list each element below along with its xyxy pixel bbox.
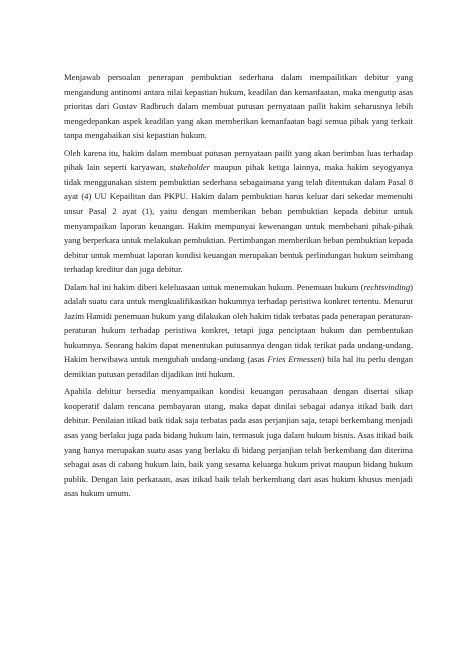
paragraph-3-text-a: Dalam hal ini hakim diberi keleluasaan untuk menemukan hukum. Penemuan hukum ( <box>64 281 364 292</box>
body-text <box>64 70 413 504</box>
paragraph-4-text: Apabila debitur bersedia menyampaikan kondisi keuangan perusahaan dengan disertai sikap kooperatif dalam rencana pembayaran utang, maka dapat dinilai sebagai adanya itikad baik dari debitur. Penilaian itikad baik tidak saja terbatas pada asas perjanjian saja, tetapi berkembang menjadi asas yang berlaku juga pada bidang hukum lain, termasuk juga dalam hukum bisnis. Asas itikad baik yang hanya merupakan suatu asas yang berlaku di bidang perjanjian telah berkembang dan diterima sebagai asas di cabang hukum lain, baik yang sesama keluarga hukum privat maupun bidang hukum publik. Dengan lain perkataan, asas itikad baik telah berkembang dari asas hukum khusus menjadi asas hukum umum. <box>64 386 413 499</box>
paragraph-1 <box>64 70 413 143</box>
paragraph-3-italic-term-1: rechtsvinding <box>363 281 411 292</box>
paragraph-4 <box>64 384 413 501</box>
paragraph-3-text-c: ) bila hal itu perlu dengan demikian putusan peradilan dijadikan inti hukum. <box>64 354 413 380</box>
paragraph-2-italic-term: stakeholder <box>169 162 211 173</box>
paragraph-2 <box>64 146 413 277</box>
paragraph-1-text: Menjawab persoalan penerapan pembuktian sederhana dalam mempailitkan debitur yang mengandung antinomi antara nilai kepastian hukum, keadilan dan kemanfaatan, maka mengutip asas prioritas dari Gustav Radbruch dalam membuat putusan pernyataan pailit hakim seharusnya lebih mengedepankan aspek keadilan yang akan memberikan kemanfaatan bagi semua pihak yang terkait tanpa mengabaikan sisi kepastian hukum. <box>64 72 413 141</box>
paragraph-3-italic-term-2: Fries Ermessen <box>267 354 322 365</box>
paragraph-2-text-a: Oleh karena itu, hakim dalam membuat putusan pernyataan pailit yang akan berimbas luas terhadap pihak lain seperti karyawan, <box>64 147 413 173</box>
paragraph-3-text-b: ) adalah suatu cara untuk mengkualifikasikan hukumnya terhadap peristiwa konkret tertentu. Menurut Jazim Hamidi penemuan hukum yang dilakukan oleh hakim tidak terbatas pada penerapan peraturan-peraturan hukum terhadap peristiwa konkret, tetapi juga penciptaan hukum dan pembentukan hukumnya. Seorang hakim dapat menentukan putusannya dengan tidak terikat pada undang-undang. Hakim berwibawa untuk mengubah undang-undang (asas <box>64 281 413 365</box>
paragraph-2-text-b: maupun pihak ketiga lainnya, maka hakim seyogyanya tidak menggunakan sistem pembuktian sederhana sebagaimana yang telah ditentukan dalam Pasal 8 ayat (4) UU Kepailitan dan PKPU. Hakim dalam pembuktian harus keluar dari sekedar memenuhi unsur Pasal 2 ayat (1), yaitu dengan memberikan beban pembuktian kepada debitur untuk menyampaikan laporan keuangan. Hakim mempunyai kewenangan untuk membebani pihak-pihak yang berperkara untuk melakukan pembuktian. Pertimbangan memberikan beban pembuktian kepada debitur untuk membuat laporan kondisi keuangan merupakan bentuk perlindungan hukum seimbang terhadap kreditur dan juga debitur. <box>64 162 413 275</box>
paragraph-3 <box>64 280 413 382</box>
